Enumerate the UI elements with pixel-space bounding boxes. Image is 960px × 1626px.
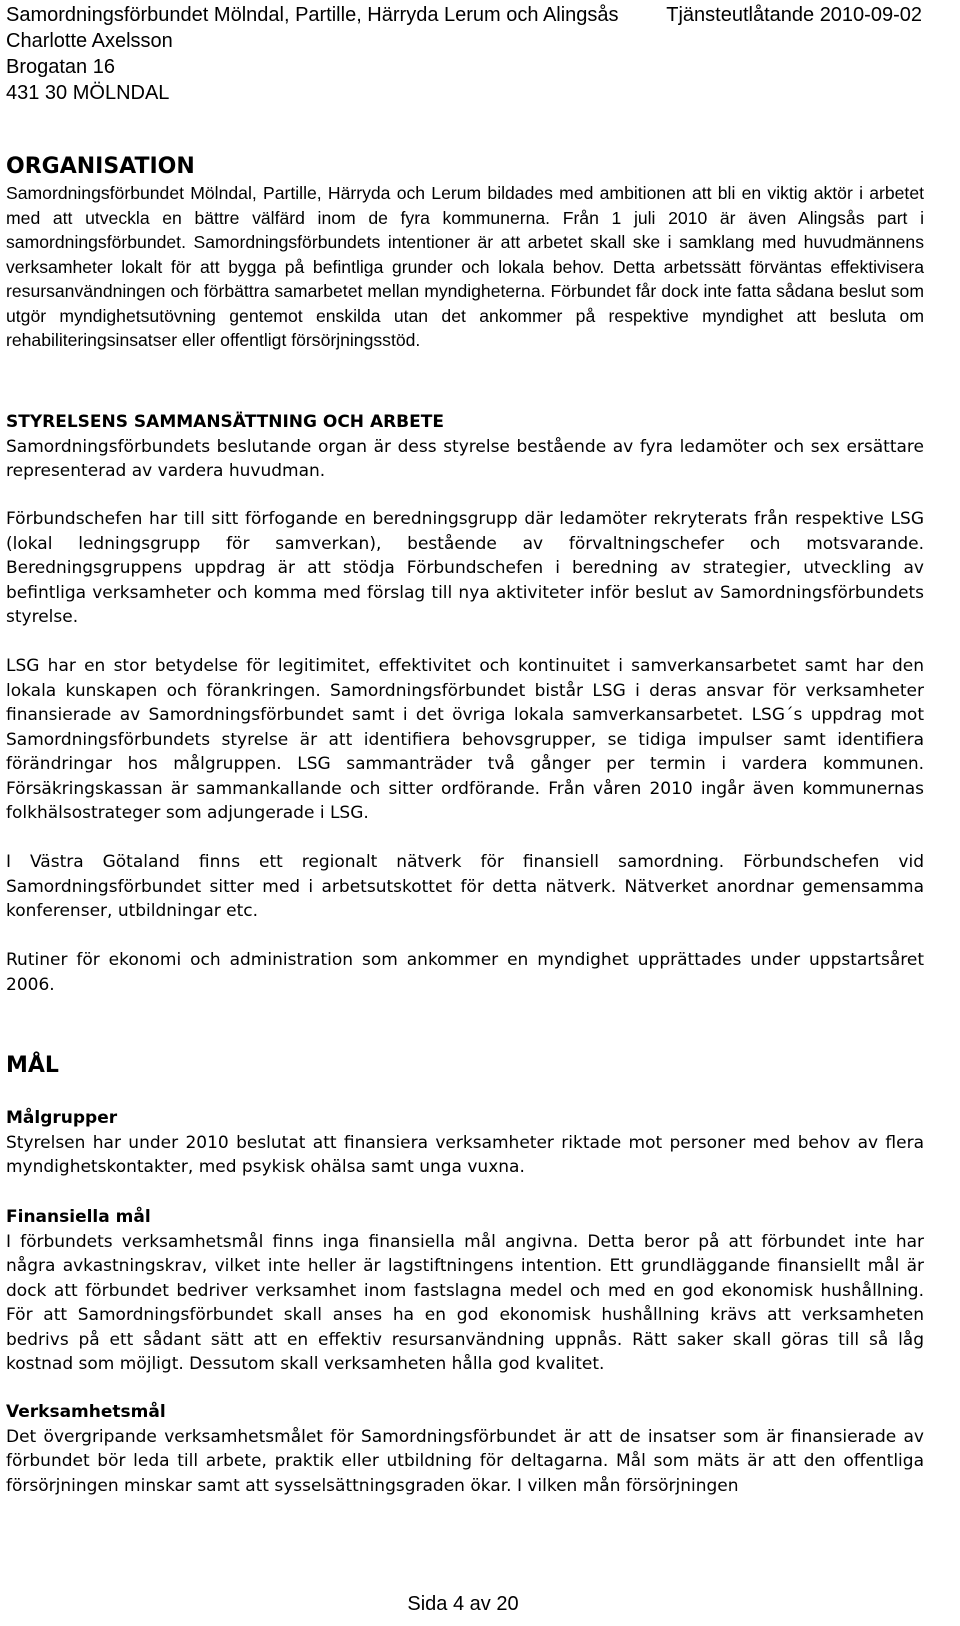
organisation-paragraph	[6, 181, 924, 353]
page-footer	[0, 1591, 960, 1617]
organisation-text-3: Detta arbetssätt förväntas effektivisera resursanvändningen och förbättra samarbetet mellan myndigheterna.	[6, 256, 924, 301]
organisation-name: Samordningsförbundet Mölndal, Partille, Härryda Lerum och Alingsås	[6, 4, 619, 26]
heading-finansiella-mal: Finansiella mål	[6, 1207, 151, 1227]
heading-organisation: ORGANISATION	[6, 154, 195, 179]
heading-styrelsen: STYRELSENS SAMMANSÄTTNING OCH ARBETE	[6, 412, 444, 432]
subsection-malgrupper	[6, 1106, 924, 1180]
finansiella-mal-text: I förbundets verksamhetsmål finns inga finansiella mål angivna. Detta beror på att förbundet inte har några avkastningskrav, vilket inte heller är lagstiftningens intention. Ett grundläggande finansiellt mål är dock att förbundet bedriver verksamhet inom fastslagna medel och med en god ekonomisk hushållning. För att Samordningsförbundet skall anses ha en god ekonomisk hushållning krävs att verksamheten bedrivs på ett sådant sätt att en effektiv resursanvändning uppnås. Rätt saker skall göras till så låg kostnad som möjligt. Dessutom skall verksamheten hålla god kvalitet.	[6, 1231, 924, 1374]
styrelsen-paragraph-5: Rutiner för ekonomi och administration som ankommer en myndighet upprättades under uppstartsåret 2006.	[6, 950, 924, 995]
subsection-finansiella-mal	[6, 1205, 924, 1377]
letterhead	[6, 2, 960, 106]
organisation-text-1: Samordningsförbundet Mölndal, Partille, Härryda och Lerum bildades med ambitionen att bli en viktig aktör i arbetet med att utveckla en bättre välfärd inom de fyra kommunerna. Från 1 juli 2010 är även Alingsås part i samordningsförbundet.	[6, 183, 924, 252]
styrelsen-paragraph-3: LSG har en stor betydelse för legitimitet, effektivitet och kontinuitet i samverkansarbetet samt har den lokala kunskapen och förankringen. Samordningsförbundet bistår LSG i deras ansvar för verksamheter finansierade av Samordningsförbundet samt i det övriga lokala samverkansarbetet. LSG´s uppdrag mot Samordningsförbundets styrelse är att identifiera behovsgrupper, se tidiga impulser samt identifiera förändringar hos målgruppen. LSG sammanträder två gånger per termin i vardera kommunen. Försäkringskassan är sammankallande och sitter ordförande. Från våren 2010 ingår även kommunernas folkhälsostrateger som adjungerade i LSG.	[6, 656, 924, 823]
section-styrelsen-p4	[6, 850, 924, 924]
styrelsen-paragraph-4: I Västra Götaland finns ett regionalt nätverk för finansiell samordning. Förbundschefen vid Samordningsförbundet sitter med i arbetsutskottet för detta nätverk. Nätverket anordnar gemensamma konferenser, utbildningar etc.	[6, 852, 924, 921]
page-number: Sida 4 av 20	[407, 1593, 519, 1615]
organisation-text-4: Förbundet får dock inte fatta sådana beslut som utgör myndighetsutövning gentemot enskilda utan det ankommer på respektive myndighet att besluta om rehabiliteringsinsatser eller offentligt försörjningsstöd.	[6, 281, 924, 350]
subsection-verksamhetsmal	[6, 1400, 924, 1498]
heading-malgrupper: Målgrupper	[6, 1108, 118, 1128]
letterhead-top-row	[6, 2, 960, 28]
verksamhetsmal-text: Det övergripande verksamhetsmålet för Samordningsförbundet är att de insatser som är finansierade av förbundet bör leda till arbete, praktik eller utbildning för deltagarna. Mål som mäts är att den offentliga försörjningen minskar samt att sysselsättningsgraden ökar. I vilken mån försörjningen	[6, 1426, 924, 1496]
section-styrelsen	[6, 410, 924, 484]
street-address: Brogatan 16	[6, 56, 115, 78]
section-styrelsen-p2	[6, 507, 924, 630]
section-styrelsen-p3	[6, 654, 924, 826]
organisation-text-2: Samordningsförbundets intentioner är att arbetet skall ske i samklang med huvudmännens verksamheter lokalt för att bygga på befintliga grunder och lokala behov.	[6, 232, 924, 277]
styrelsen-paragraph-1: Samordningsförbundets beslutande organ är dess styrelse bestående av fyra ledamöter och sex ersättare representerad av vardera huvudman.	[6, 436, 924, 481]
section-mal	[6, 1052, 924, 1080]
document-type-date: Tjänsteutlåtande 2010-09-02	[666, 4, 922, 26]
section-styrelsen-p5	[6, 948, 924, 997]
malgrupper-text: Styrelsen har under 2010 beslutat att finansiera verksamheter riktade mot personer med behov av flera myndighetskontakter, med psykisk ohälsa samt unga vuxna.	[6, 1132, 924, 1177]
postal-address: 431 30 MÖLNDAL	[6, 82, 170, 104]
styrelsen-paragraph-2: Förbundschefen har till sitt förfogande en beredningsgrupp där ledamöter rekryterats från respektive LSG (lokal ledningsgrupp för samverkan), bestående av förvaltningschefer och motsvarande. Beredningsgruppens uppdrag är att stödja Förbundschefen i beredning av strategier, utveckling av befintliga verksamheter och komma med förslag till nya aktiviteter inför beslut av Samordningsförbundets styrelse.	[6, 509, 924, 627]
heading-verksamhetsmal: Verksamhetsmål	[6, 1402, 166, 1422]
contact-name: Charlotte Axelsson	[6, 30, 173, 52]
heading-mal: MÅL	[6, 1053, 59, 1078]
section-organisation	[6, 153, 924, 353]
